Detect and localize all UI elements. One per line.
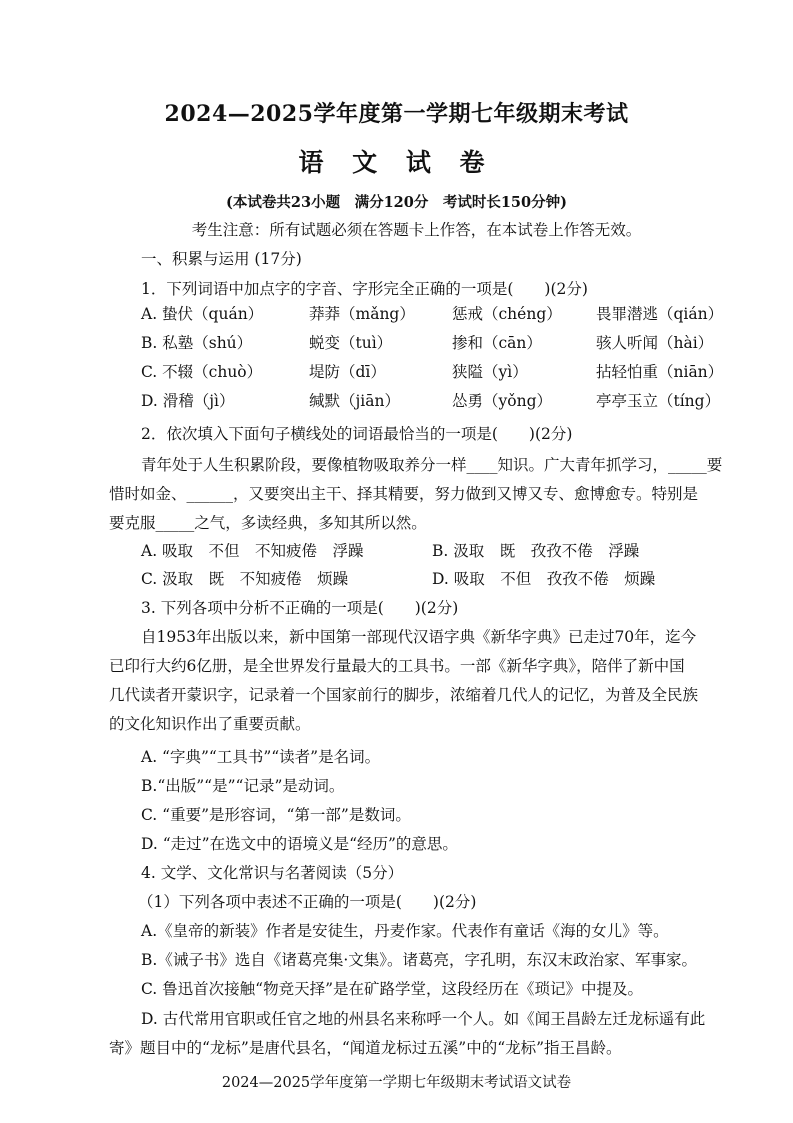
- section-heading: 一、积累与运用 (17分): [141, 250, 302, 268]
- exam-info: (本试卷共23小题 满分120分 考试时长150分钟): [226, 194, 567, 211]
- q1-option: D. 滑稽（jì）: [141, 392, 235, 410]
- q1-option: 莽莽（mǎng）: [309, 305, 415, 323]
- question-4-stem: 4. 文学、文化常识与名著阅读（5分）: [141, 864, 404, 882]
- q4-option: A.《皇帝的新装》作者是安徒生，丹麦作家。代表作有童话《海的女儿》等。: [141, 922, 669, 940]
- q1-option: 骇人听闻（hài）: [596, 334, 714, 352]
- q2-passage-line: 惜时如金、______，又要突出主干、择其精要，努力做到又博又专、愈博愈专。特别是: [109, 485, 699, 503]
- q1-option: 惩戒（chéng）: [452, 305, 562, 323]
- question-2-stem: 2．依次填入下面句子横线处的词语最恰当的一项是( )(2分): [141, 425, 573, 443]
- q1-option: C. 不辍（chuò）: [141, 363, 263, 381]
- q4-option: D. 古代常用官职或任官之地的州县名来称呼一个人。如《闻王昌龄左迁龙标遥有此: [141, 1010, 706, 1028]
- q3-passage-line: 的文化知识作出了重要贡献。: [109, 715, 311, 733]
- page-footer: 2024—2025学年度第一学期七年级期末考试语文试卷: [221, 1075, 572, 1091]
- q3-passage-line: 几代读者开蒙识字，记录着一个国家前行的脚步，浓缩着几代人的记忆，为普及全民族: [109, 686, 699, 704]
- q3-option: A. “字典”“工具书”“读者”是名词。: [141, 748, 381, 766]
- exam-subtitle: 语 文 试 卷: [298, 148, 495, 177]
- q1-option: B. 私塾（shú）: [141, 334, 253, 352]
- q3-option: B.“出版”“是”“记录”是动词。: [141, 777, 345, 795]
- q2-option: D. 吸取 不但 孜孜不倦 烦躁: [432, 570, 656, 588]
- q2-option: A. 吸取 不但 不知疲倦 浮躁: [141, 542, 364, 560]
- exam-notice: 考生注意：所有试题必须在答题卡上作答，在本试卷上作答无效。: [191, 221, 642, 239]
- exam-title: 2024—2025学年度第一学期七年级期末考试: [164, 101, 629, 127]
- q2-passage-line: 要克服_____之气，多读经典，多知其所以然。: [109, 514, 427, 532]
- q3-passage-line: 已印行大约6亿册，是全世界发行量最大的工具书。一部《新华字典》，陪伴了新中国: [109, 657, 685, 675]
- q3-option: C. “重要”是形容词，“第一部”是数词。: [141, 806, 411, 824]
- q4-option: C. 鲁迅首次接触“物竞天择”是在矿路学堂，这段经历在《琐记》中提及。: [141, 980, 644, 998]
- q2-passage-line: 青年处于人生积累阶段，要像植物吸取养分一样____知识。广大青年抓学习，_____要: [141, 456, 723, 474]
- q1-option: 蜕变（tuì）: [309, 334, 393, 352]
- q1-option: 堤防（dī）: [309, 363, 386, 381]
- q1-option: 缄默（jiān）: [309, 392, 400, 410]
- q2-option: B. 汲取 既 孜孜不倦 浮躁: [432, 542, 640, 560]
- q3-option: D. “走过”在选文中的语境义是“经历”的意思。: [141, 835, 458, 853]
- question-3-stem: 3. 下列各项中分析不正确的一项是( )(2分): [141, 599, 459, 617]
- q1-option: A. 蛰伏（quán）: [141, 305, 264, 323]
- question-1-stem: 1．下列词语中加点字的字音、字形完全正确的一项是( )(2分): [141, 280, 588, 298]
- q3-passage-line: 自1953年出版以来，新中国第一部现代汉语字典《新华字典》已走过70年，迄今: [141, 628, 697, 646]
- q1-option: 掺和（cān）: [452, 334, 542, 352]
- q1-option: 畏罪潜逃（qián）: [596, 305, 724, 323]
- q1-option: 拈轻怕重（niān）: [596, 363, 724, 381]
- q4-option: B.《诫子书》选自《诸葛亮集·文集》。诸葛亮，字孔明，东汉末政治家、军事家。: [141, 951, 697, 969]
- q2-option: C. 汲取 既 不知疲倦 烦躁: [141, 570, 349, 588]
- q1-option: 狭隘（yì）: [452, 363, 528, 381]
- q1-option: 亭亭玉立（tíng）: [596, 392, 721, 410]
- q4-option-continued: 寄》题目中的“龙标”是唐代县名，“闻道龙标过五溪”中的“龙标”指王昌龄。: [109, 1039, 622, 1057]
- question-4-sub1: （1）下列各项中表述不正确的一项是( )(2分): [138, 893, 477, 911]
- q1-option: 怂勇（yǒng）: [452, 392, 552, 410]
